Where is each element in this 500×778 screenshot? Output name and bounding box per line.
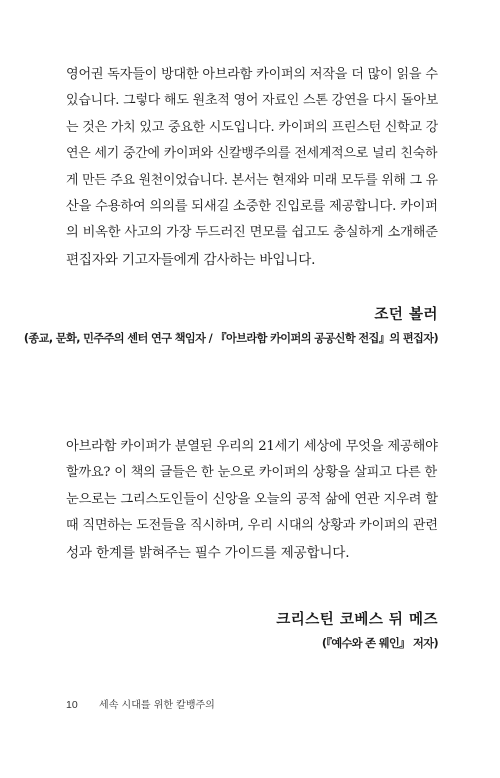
text-line: 때 직면하는 도전들을 직시하며, 우리 시대의 상황과 카이퍼의 관련 (66, 518, 438, 534)
author-description: (『예수와 존 웨인』 저자) (321, 637, 438, 650)
text-line: 산을 수용하여 의의를 되새길 소중한 진입로를 제공합니다. 카이퍼 (66, 199, 438, 215)
page-footer (66, 696, 215, 711)
author-description: (종교, 문화, 민주주의 센터 연구 책임자 / 『아브라함 카이퍼의 공공신학 전집』의 편집자) (23, 332, 438, 345)
text-line: 의 비옥한 사고의 가장 두드러진 면모를 쉽고도 충실하게 소개해준 (66, 225, 438, 241)
endorsement-paragraph-2 (66, 434, 438, 566)
text-line: 영어권 독자들이 방대한 아브라함 카이퍼의 저작을 더 많이 읽을 수 (66, 67, 438, 82)
text-line: 아브라함 카이퍼가 분열된 우리의 21세기 세상에 무엇을 제공해야 (66, 439, 438, 454)
text-line: 있습니다. 그렇다 해도 원초적 영어 자료인 스톤 강연을 다시 돌아보 (66, 93, 438, 109)
text-line: 는 것은 가치 있고 중요한 시도입니다. 카이퍼의 프린스턴 신학교 강 (66, 119, 438, 135)
text-line: 연은 세기 중간에 카이퍼와 신칼뱅주의를 전세계적으로 널리 친숙하 (66, 146, 438, 162)
endorsement-attribution-2 (276, 608, 438, 651)
author-name: 크리스틴 코베스 뒤 메즈 (276, 612, 438, 628)
endorsement-paragraph-1 (66, 62, 438, 273)
running-title: 세속 시대를 위한 칼뱅주의 (99, 700, 215, 711)
text-line: 할까요? 이 책의 글들은 한 눈으로 카이퍼의 상황을 살피고 다른 한 (66, 465, 438, 481)
text-line: 편집자와 기고자들에게 감사하는 바입니다. (66, 251, 316, 268)
page-number: 10 (66, 699, 78, 711)
author-name: 조던 볼러 (374, 307, 438, 323)
text-line: 게 만든 주요 원천이었습니다. 본서는 현재와 미래 모두를 위해 그 유 (66, 172, 438, 188)
text-line: 성과 한계를 밝혀주는 필수 가이드를 제공합니다. (66, 544, 350, 561)
text-line: 눈으로는 그리스도인들이 신앙을 오늘의 공적 삶에 연관 지우려 할 (66, 491, 438, 507)
endorsement-attribution-1 (24, 303, 438, 346)
